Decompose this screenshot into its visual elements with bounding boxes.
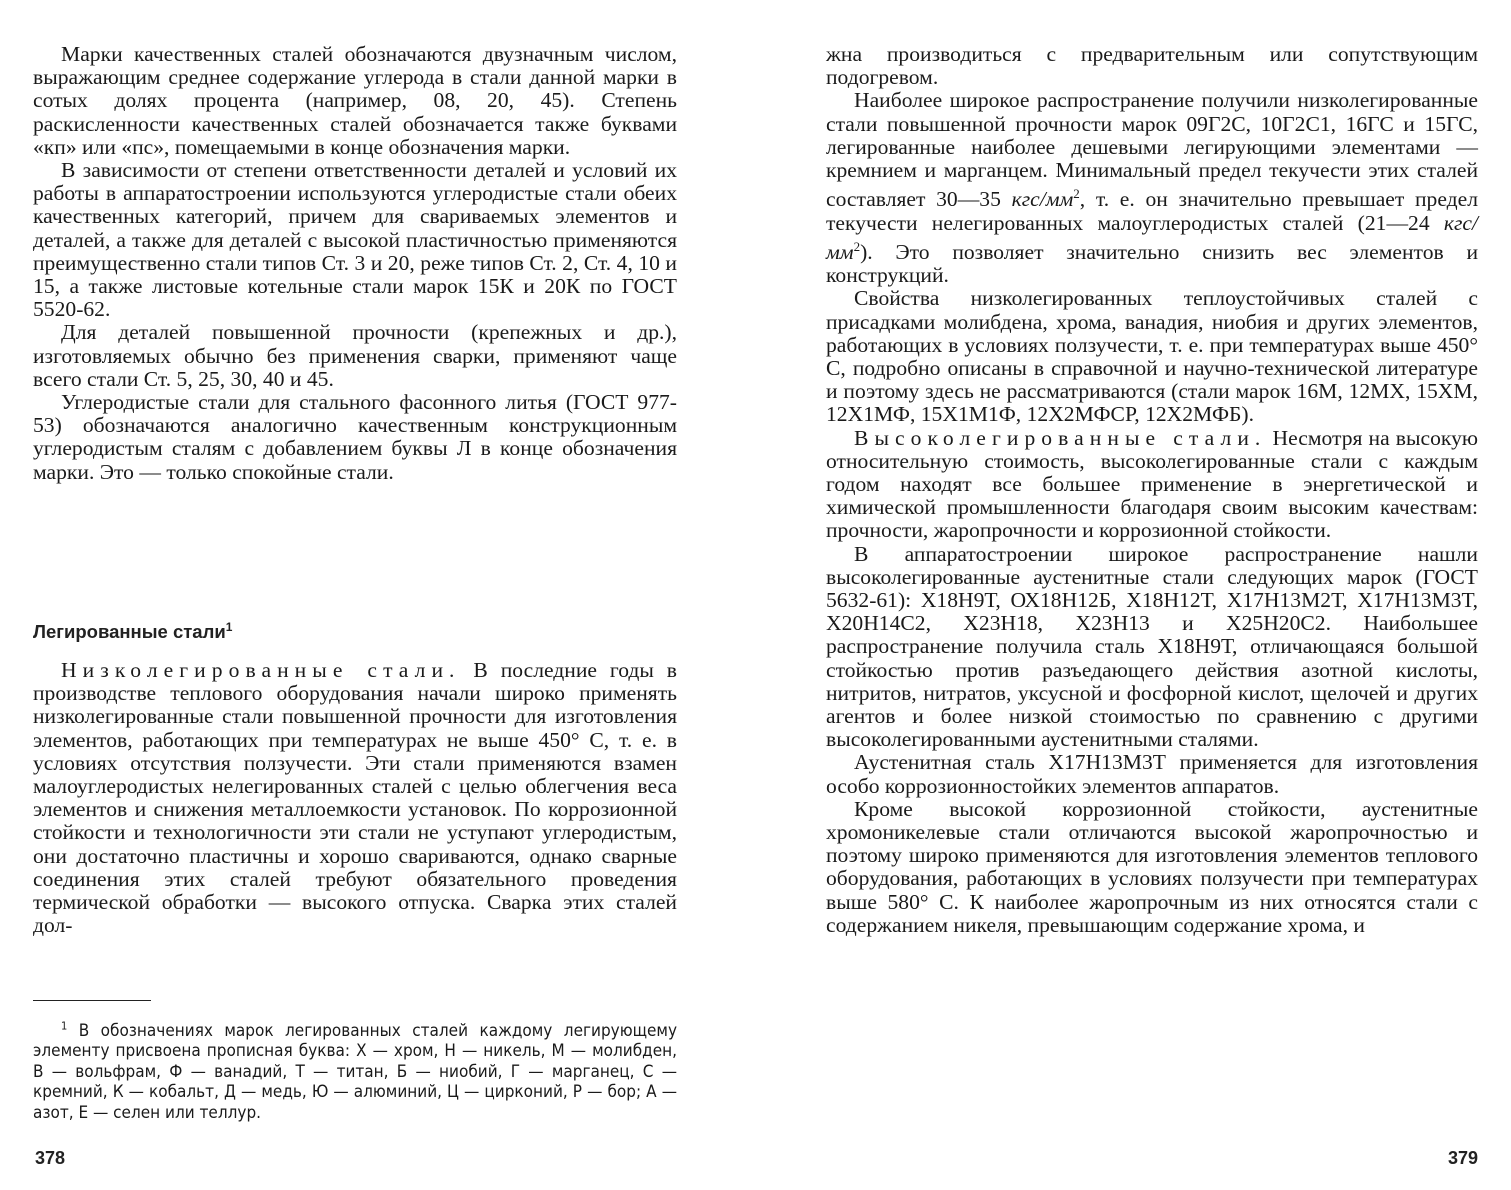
paragraph-high-alloy: Высоколегированные стали. Несмотря на высокую относительную стоимость, высоколегированные стали с каждым годом находят все большее применение в энергетической и химической промышленности благодаря своим высоким качествам: прочности, жаропрочности и коррозионной стойкости. [826, 425, 1479, 543]
left-column-top [33, 43, 677, 484]
paragraph-low-alloy: Низколегированные стали. В последние годы в производстве теплового оборудования начали широко применять низколегированные стали повышенной прочности для изготовления элементов, работающих при температурах не выше 450° С, т. е. в условиях отсутствия ползучести. Эти стали применяются взамен малоуглеродистых нелегированных сталей с целью облегчения веса элементов и снижения металлоемкости установок. По коррозионной стойкости и технологичности эти стали не уступают углеродистым, они достаточно пластичны и хорошо свариваются, однако сварные соединения этих сталей требуют обязательного проведения термической обработки — высокого отпуска. Сварка этих сталей дол- [33, 658, 677, 938]
paragraph-x17: Аустенитная сталь Х17Н13М3Т применяется для изготовления особо коррозионностойких элементов аппаратов. [826, 750, 1478, 798]
paragraph-apparatus-usage: В зависимости от степени ответственности деталей и условий их работы в аппаратостроении используются углеродистые стали обеих качественных категорий, причем для свариваемых элементов и деталей, а также для деталей с высокой пластичностью применяются преимущественно стали типов Ст. 3 и 20, реже типов Ст. 2, Ст. 4, 10 и 15, а также листовые котельные стали марок 15К и 20К по ГОСТ 5520-62. [33, 158, 677, 322]
footnote-divider [33, 1000, 151, 1001]
paragraph-heat-resistant: Свойства низколегированных теплоустойчивых сталей с присадками молибдена, хрома, ванадия, ниобия и других элементов, работающих в условиях ползучести, т. е. при температурах выше 450° С, подробно описаны в справочной и научно-технической литературе и поэтому здесь не рассматриваются (стали марок 16М, 12МХ, 15ХМ, 12Х1МФ, 15Х1М1Ф, 12Х2МФСР, 12Х2МФБ). [826, 286, 1478, 427]
paragraph-widespread-low-alloy: Наиболее широкое распространение получили низколегированные стали повышенной прочности марок 09Г2С, 10Г2С1, 16ГС и 15ГС, легированные наиболее дешевыми легирующими элементами — кремнием и марганцем. Минимальный предел текучести этих сталей составляет 30—35 кгс/$мм^2$, т. е. он значительно превышает предел текучести нелегированных малоуглеродистых сталей (21—24 кгс/$мм^2$). Это позволяет значительно снизить вес элементов и конструкций. [826, 88, 1478, 288]
right-column [826, 43, 1478, 937]
paragraph-chrome-nickel: Кроме высокой коррозионной стойкости, аустенитные хромоникелевые стали отличаются высокой жаропрочностью и поэтому широко применяются для изготовления элементов теплового оборудования, работающих в условиях ползучести при температурах выше 580° С. К наиболее жаропрочным из них относятся стали с содержанием никеля, превышающим содержание хрома, и [826, 796, 1478, 937]
left-page [0, 0, 755, 1190]
run-in-heading: Низколегированные стали. [61, 658, 461, 682]
footnote-mark: 1 [61, 1019, 68, 1033]
page-number: 378 [35, 1148, 66, 1168]
footnote-text: В обозначениях марок легированных сталей каждому легирующему элементу присвоена прописная буква: Х — хром, Н — никель, М — молибден, В — вольфрам, Ф — ванадий, Т — титан, Б — ниобий, Г — марганец, С — кремний, К — кобальт, Д — медь, Ю — алюминий, Ц — цирконий, Р — бор; А — азот, Е — селен или теллур. [33, 1021, 677, 1123]
paragraph-continuation: жна производиться с предварительным или сопутствующим подогревом. [826, 42, 1478, 90]
page-number: 379 [1448, 1148, 1479, 1168]
footnote [33, 1021, 677, 1123]
paragraph-cast-steel: Углеродистые стали для стального фасонного литья (ГОСТ 977-53) обозначаются аналогично качественным конструкционным углеродистым сталям с добавлением буквы Л в конце обозначения марки. Это — только спокойные стали. [33, 390, 677, 484]
paragraph-quality-grades: Марки качественных сталей обозначаются двузначным числом, выражающим среднее содержание углерода в стали данной марки в сотых долях процента (например, 08, 20, 45). Степень раскисленности качественных сталей обозначается также буквами «кп» или «пс», помещаемыми в конце обозначения марки. [33, 42, 677, 159]
paragraph-high-strength: Для деталей повышенной прочности (крепежных и др.), изготовляемых обычно без применения сварки, применяют чаще всего стали Ст. 5, 25, 30, 40 и 45. [33, 320, 677, 391]
paragraph-austenitic: В аппаратостроении широкое распространение нашли высоколегированные аустенитные стали следующих марок (ГОСТ 5632-61): Х18Н9Т, ОХ18Н12Б, Х18Н12Т, Х17Н13М2Т, Х17Н13М3Т, Х20Н14С2, Х23Н18, Х23Н13 и Х25Н20С2. Наибольшее распространение получила сталь Х18Н9Т, отличающаяся большой стойкостью против разъедающего действия азотной кислоты, нитритов, нитратов, уксусной и фосфорной кислот, щелочей и других агентов и более низкой стоимостью по сравнению с другими высоколегированными аустенитными сталями. [826, 541, 1478, 752]
footnote-ref: 1 [225, 619, 233, 634]
run-in-heading: Высоколегированные стали. [854, 425, 1267, 450]
right-page [756, 0, 1511, 1190]
section-heading: Легированные стали$^1$ [33, 619, 233, 642]
left-column-bottom [33, 659, 677, 937]
